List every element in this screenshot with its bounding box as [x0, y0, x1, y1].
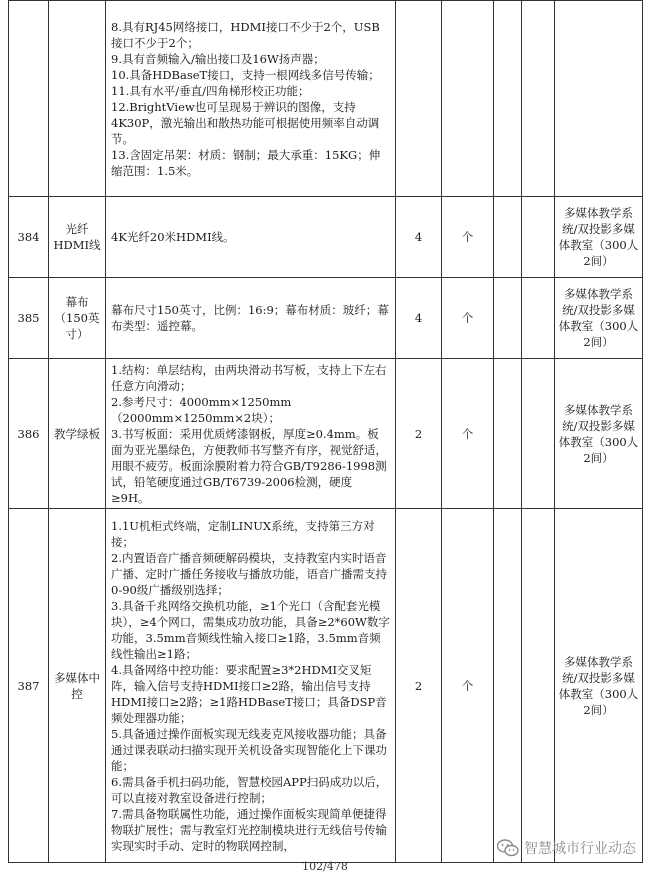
empty-cell — [494, 509, 522, 863]
spec-line: 5.具备通过操作面板实现无线麦克风接收器功能；具备通过课表联动扫描实现开关机设备实现智能化上下课功能； — [111, 726, 387, 773]
spec-line: 3.书写板面：采用优质烤漆钢板，厚度≥0.4mm。板面为亚光墨绿色，方便教师书写整齐有序，视觉舒适，用眼不疲劳。板面涂膜附着力符合GB/T9286-1998测试，铅笔硬度通过GB/T6739-2006检测，硬度≥9H。 — [111, 426, 387, 505]
empty-cell — [522, 359, 555, 509]
item-unit: 个 — [442, 509, 494, 863]
empty-cell — [522, 197, 555, 278]
item-unit — [442, 1, 494, 197]
spec-line: 9.具有音频输入/输出接口及16W扬声器； — [111, 51, 325, 66]
item-name — [49, 1, 106, 197]
page-number: 102/478 — [302, 860, 348, 873]
empty-cell — [494, 278, 522, 359]
watermark-text: 智慧城市行业动态 — [524, 841, 636, 857]
item-note — [555, 1, 643, 197]
item-quantity: 4 — [396, 278, 442, 359]
spec-line: 6.需具备手机扫码功能，智慧校园APP扫码成功以后，可以直接对教室设备进行控制； — [111, 774, 388, 805]
spec-line: 10.具备HDBaseT接口，支持一根网线多信号传输； — [111, 67, 380, 82]
item-name: 多媒体中控 — [49, 509, 106, 863]
spec-line: 幕布尺寸150英寸，比例：16:9；幕布材质：玻纤；幕布类型：遥控幕。 — [111, 303, 389, 333]
empty-cell — [494, 359, 522, 509]
spec-line: 8.具有RJ45网络接口，HDMI接口不少于2个，USB接口不少于2个； — [111, 19, 380, 50]
spec-line: 11.具有水平/垂直/四角梯形校正功能； — [111, 83, 310, 98]
item-note: 多媒体教学系统/双投影多媒体教室（300人2间） — [555, 278, 643, 359]
item-note: 多媒体教学系统/双投影多媒体教室（300人2间） — [555, 359, 643, 509]
item-spec — [106, 278, 396, 359]
watermark — [497, 838, 636, 858]
item-spec — [106, 197, 396, 278]
item-number: 384 — [9, 197, 49, 278]
item-quantity: 2 — [396, 509, 442, 863]
item-unit: 个 — [442, 359, 494, 509]
item-quantity: 4 — [396, 197, 442, 278]
empty-cell — [522, 509, 555, 863]
item-unit: 个 — [442, 278, 494, 359]
spec-line: 2.内置语音广播音频硬解码模块，支持教室内实时语音广播、定时广播任务接收与播放功能，语音广播需支持0-90级广播级别选择； — [111, 550, 387, 597]
spec-line: 4K光纤20米HDMI线。 — [111, 230, 235, 244]
item-number: 386 — [9, 359, 49, 509]
spec-line: 1.1U机柜式终端，定制LINUX系统，支持第三方对接； — [111, 518, 375, 549]
item-spec — [106, 1, 396, 197]
item-unit: 个 — [442, 197, 494, 278]
item-note: 多媒体教学系统/双投影多媒体教室（300人2间） — [555, 509, 643, 863]
empty-cell — [522, 278, 555, 359]
item-number: 385 — [9, 278, 49, 359]
table-row — [9, 359, 643, 509]
spec-line: 12.BrightView也可呈现易于辨识的图像，支持4K30P，激光输出和散热功能可根据使用频率自动调节。 — [111, 99, 380, 146]
item-note: 多媒体教学系统/双投影多媒体教室（300人2间） — [555, 197, 643, 278]
empty-cell — [494, 197, 522, 278]
table-row — [9, 278, 643, 359]
table-row — [9, 1, 643, 197]
item-spec — [106, 509, 396, 863]
item-name: 光纤HDMI线 — [49, 197, 106, 278]
empty-cell — [522, 1, 555, 197]
spec-line: 2.参考尺寸：4000mm×1250mm（2000mm×1250mm×2块）； — [111, 394, 292, 425]
item-number: 387 — [9, 509, 49, 863]
spec-line: 7.需具备物联属性功能，通过操作面板实现简单便捷得物联扩展性；需与教室灯光控制模块进行无线信号传输实现实时手动、定时的物联网控制， — [111, 806, 387, 853]
table-row — [9, 509, 643, 863]
table-row — [9, 197, 643, 278]
spec-line: 3.具备千兆网络交换机功能，≥1个光口（含配套光模块），≥4个网口，需集成功放功能，具备≥2*60W数字功能，3.5mm音频线性输入接口≥1路，3.5mm音频线性输出≥1路； — [111, 598, 390, 661]
equipment-spec-table — [8, 0, 643, 863]
item-number — [9, 1, 49, 197]
item-name: 幕布（150英寸） — [49, 278, 106, 359]
spec-line: 4.具备网络中控功能：要求配置≥3*2HDMI交叉矩阵，输入信号支持HDMI接口≥2路，输出信号支持HDMI接口≥2路；≥1路HDBaseT接口；具备DSP音频处理器功能； — [111, 662, 387, 725]
item-quantity — [396, 1, 442, 197]
spec-line: 1.结构：单层结构，由两块滑动书写板，支持上下左右任意方向滑动； — [111, 362, 387, 393]
item-quantity: 2 — [396, 359, 442, 509]
spec-line: 13.含固定吊架：材质：钢制；最大承重：15KG；伸缩范围：1.5米。 — [111, 147, 381, 178]
wechat-icon — [497, 839, 519, 857]
empty-cell — [494, 1, 522, 197]
item-name: 教学绿板 — [49, 359, 106, 509]
item-spec — [106, 359, 396, 509]
